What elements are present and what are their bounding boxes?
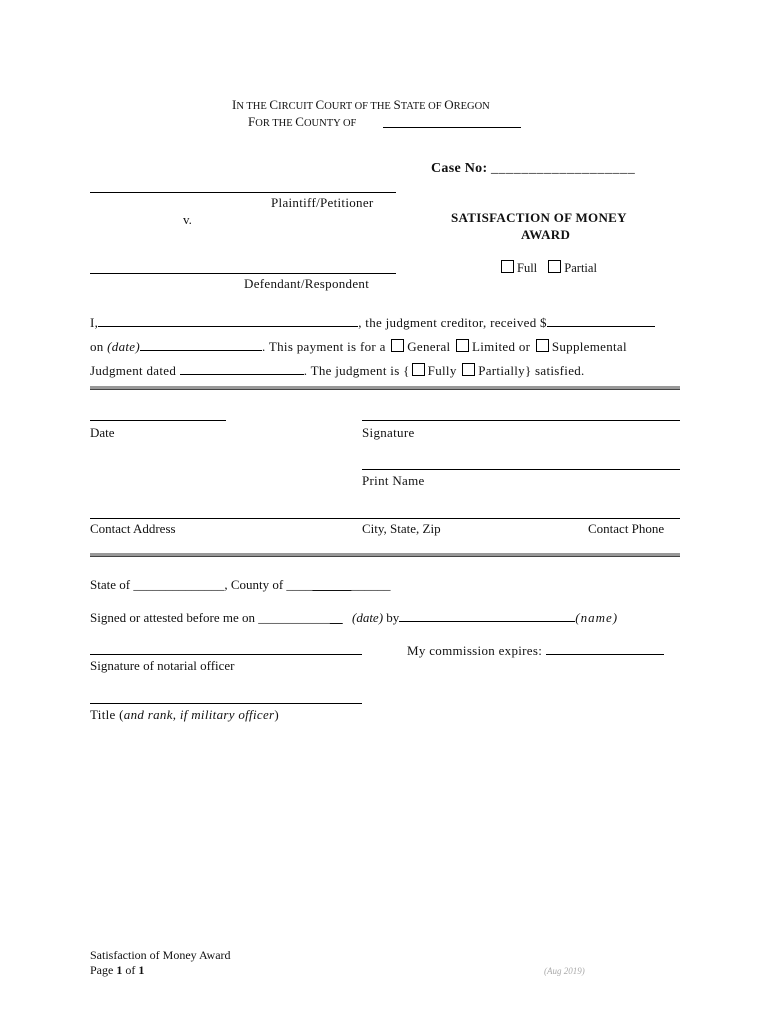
notarial-signature-label: Signature of notarial officer (90, 658, 235, 673)
full-label: Full (517, 261, 538, 275)
form-title-line2: AWARD (521, 227, 571, 242)
plaintiff-label: Plaintiff/Petitioner (271, 195, 374, 210)
form-title-line1: SATISFACTION OF MONEY (451, 210, 627, 225)
judgment-line: Judgment dated . The judgment is { Fully Partially} satisfied. (90, 363, 585, 378)
case-number-label: Case No: (431, 161, 488, 176)
defendant-field[interactable] (90, 273, 396, 274)
general-checkbox[interactable] (391, 339, 404, 352)
contact-address-field[interactable] (90, 518, 680, 519)
notary-divider (90, 553, 680, 557)
amount-field[interactable] (547, 314, 655, 327)
court-header-line2: FOR THE COUNTY OF (248, 114, 357, 129)
payment-line: on (date) . This payment is for a General Limited or Supplemental (90, 339, 627, 354)
print-name-field[interactable] (362, 469, 680, 470)
defendant-label: Defendant/Respondent (244, 276, 370, 291)
creditor-line: I, , the judgment creditor, received $ (90, 314, 655, 331)
footer-page-number: Page 1 of 1 (90, 963, 145, 977)
city-state-zip-label: City, State, Zip (362, 521, 441, 536)
title-field[interactable] (90, 703, 362, 704)
payment-date-field[interactable] (140, 338, 262, 351)
state-county-line: State of ______________, County of ____ ______ (90, 577, 391, 592)
commission-expires-row: My commission expires: (407, 642, 664, 659)
partial-label: Partial (564, 261, 597, 275)
full-checkbox[interactable] (501, 260, 514, 273)
date-field[interactable] (90, 420, 226, 421)
creditor-name-field[interactable] (98, 314, 358, 327)
commission-expires-field[interactable] (546, 642, 664, 655)
case-number-row (431, 161, 635, 177)
contact-address-label: Contact Address (90, 521, 176, 536)
supplemental-checkbox[interactable] (536, 339, 549, 352)
section-divider (90, 386, 680, 390)
award-type-options (499, 260, 597, 276)
fully-checkbox[interactable] (412, 363, 425, 376)
signed-attested-line: Signed or attested before me on ___________ (date) by (name) (90, 610, 619, 625)
partial-checkbox[interactable] (548, 260, 561, 273)
county-field[interactable] (383, 127, 521, 128)
court-header-line1: IN THE CIRCUIT COURT OF THE STATE OF OREGON (232, 97, 490, 112)
date-label: Date (90, 425, 115, 440)
print-name-label: Print Name (362, 473, 425, 488)
signature-field[interactable] (362, 420, 680, 421)
notarial-signature-field[interactable] (90, 654, 362, 655)
title-rank-label: Title (and rank, if military officer) (90, 707, 280, 722)
partially-checkbox[interactable] (462, 363, 475, 376)
limited-checkbox[interactable] (456, 339, 469, 352)
footer-doc-name: Satisfaction of Money Award (90, 948, 231, 962)
signature-label: Signature (362, 425, 415, 440)
plaintiff-field[interactable] (90, 192, 396, 193)
case-number-field[interactable]: ___________________ (490, 161, 636, 176)
footer-revision-date: (Aug 2019) (544, 966, 585, 976)
versus-label: v. (183, 212, 192, 227)
judgment-date-field[interactable] (180, 362, 304, 375)
attester-name-field[interactable] (399, 609, 575, 622)
contact-phone-label: Contact Phone (588, 521, 665, 536)
